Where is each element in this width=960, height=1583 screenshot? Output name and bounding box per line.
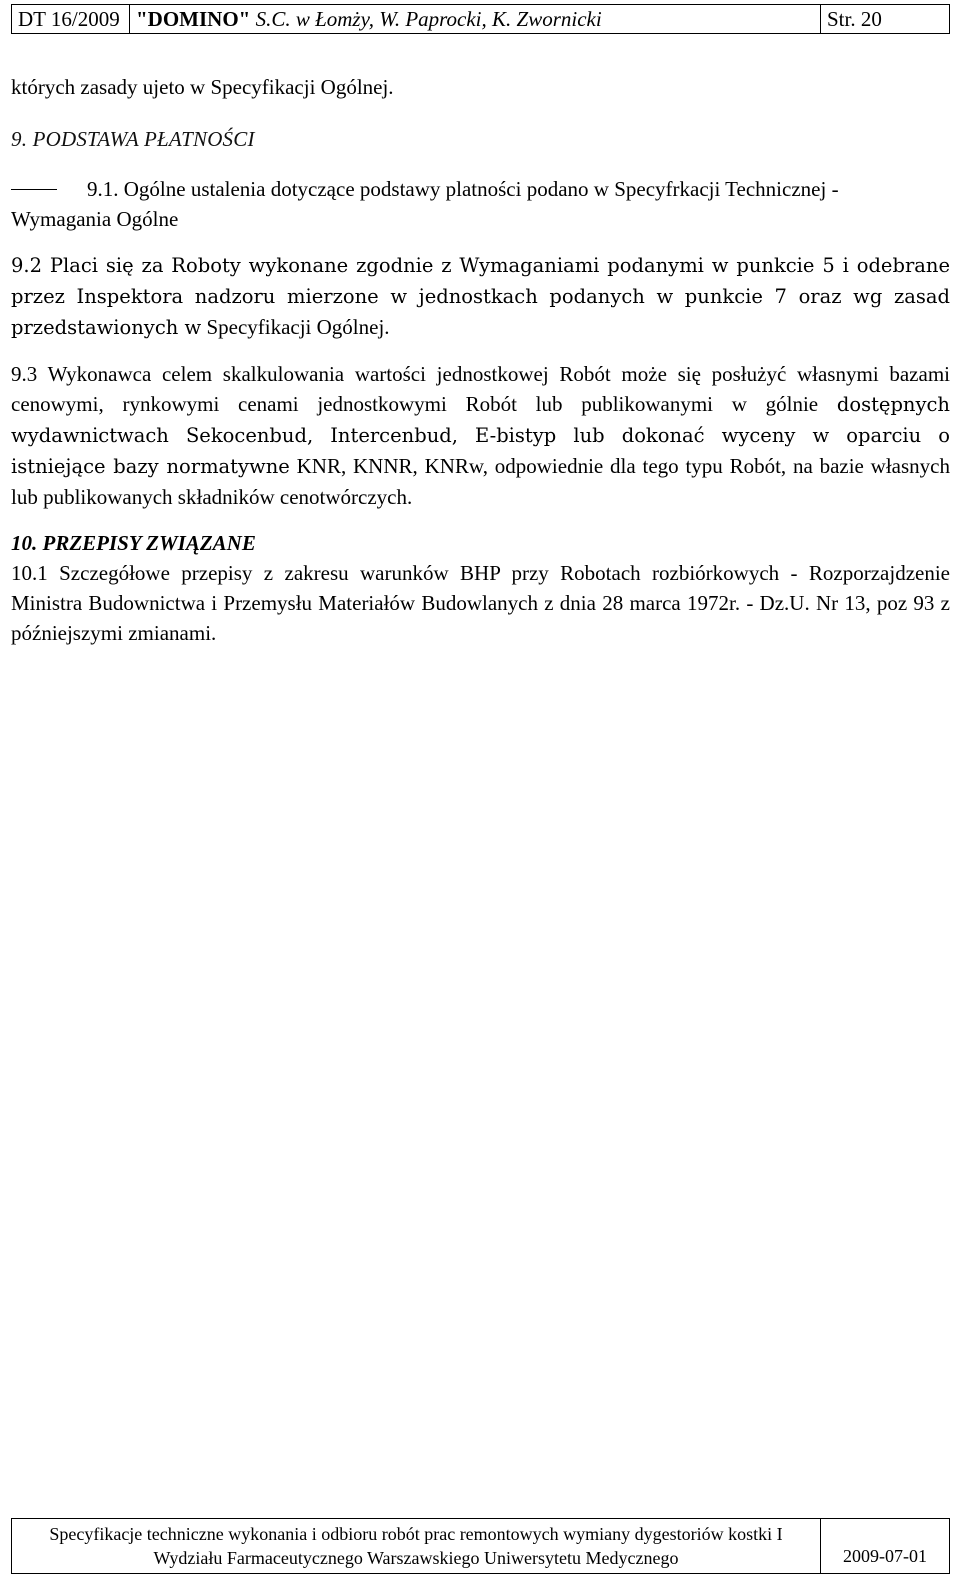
document-code-text: DT 16/2009 — [18, 6, 120, 31]
footer-line-2: Wydziału Farmaceutycznego Warszawskiego Uniwersytetu Medycznego — [153, 1548, 679, 1568]
paragraph-9-3-c: KNR, KNNR, KNRw, odpowiednie dla tego typu Robót, na bazie własnych lub publikowanych składników cenotwórczych. — [11, 454, 950, 509]
paragraph-9-1-line2: Wymagania Ogólne — [11, 207, 179, 231]
paragraph-9-3-b: dostępnych wydawnictwach Sekocenbud, Intercenbud, E-bistyp lub dokonać wyceny w oparciu o istniejące bazy normatywne — [11, 393, 950, 478]
section-10-heading: 10. PRZEPISY ZWIĄZANE — [11, 531, 256, 555]
section-9-heading: 9. PODSTAWA PŁATNOŚCI — [11, 127, 255, 151]
dash-mark — [11, 189, 57, 190]
document-code — [12, 5, 130, 33]
footer-date-text: 2009-07-01 — [843, 1546, 927, 1566]
author-names: S.C. w Łomży, W. Paprocki, K. Zwornicki — [250, 6, 602, 31]
company-name: "DOMINO" — [136, 6, 251, 31]
footer-description — [12, 1519, 821, 1573]
intro-paragraph: których zasady ujeto w Specyfikacji Ogólnej. — [11, 75, 394, 99]
paragraph-9-2-text: 9.2 Placi się za Roboty wykonane zgodnie z Wymaganiami podanymi w punkcie 5 i odebrane przez Inspektora nadzoru mierzone w jednostkach podanych w punkcie 7 oraz wg zasad przedstawionych w — [11, 254, 950, 339]
paragraph-9-2-tail: Specyfikacji Ogólnej. — [201, 315, 390, 339]
page-footer — [11, 1518, 950, 1574]
footer-line-1: Specyfikacje techniczne wykonania i odbioru robót prac remontowych wymiany dygestoriów kostki I — [49, 1524, 783, 1544]
paragraph-9-1 — [11, 174, 950, 204]
author-cell — [130, 5, 821, 33]
page-header — [11, 4, 950, 34]
paragraph-9-3 — [11, 359, 950, 512]
page-number-text: Str. 20 — [827, 6, 882, 31]
paragraph-9-2 — [11, 250, 950, 343]
paragraph-9-1-line1: 9.1. Ogólne ustalenia dotyczące podstawy platności podano w Specyfrkacji Technicznej - — [87, 177, 839, 201]
page-number — [821, 5, 949, 33]
paragraph-9-3-a: 9.3 Wykonawca celem skalkulowania wartości jednostkowej Robót może się posłużyć własnymi bazami cenowymi, rynkowymi cenami jednostkowymi Robót lub publikowanymi w gólnie — [11, 362, 950, 416]
footer-date — [821, 1519, 949, 1573]
document-body — [11, 72, 950, 648]
paragraph-10-1: 10.1 Szczegółowe przepisy z zakresu warunków BHP przy Robotach rozbiórkowych - Rozporzajdzenie Ministra Budownictwa i Przemysłu Materiałów Budowlanych z dnia 28 marca 1972r. - Dz.U. Nr 13, poz 93 z późniejszymi zmianami. — [11, 561, 950, 645]
